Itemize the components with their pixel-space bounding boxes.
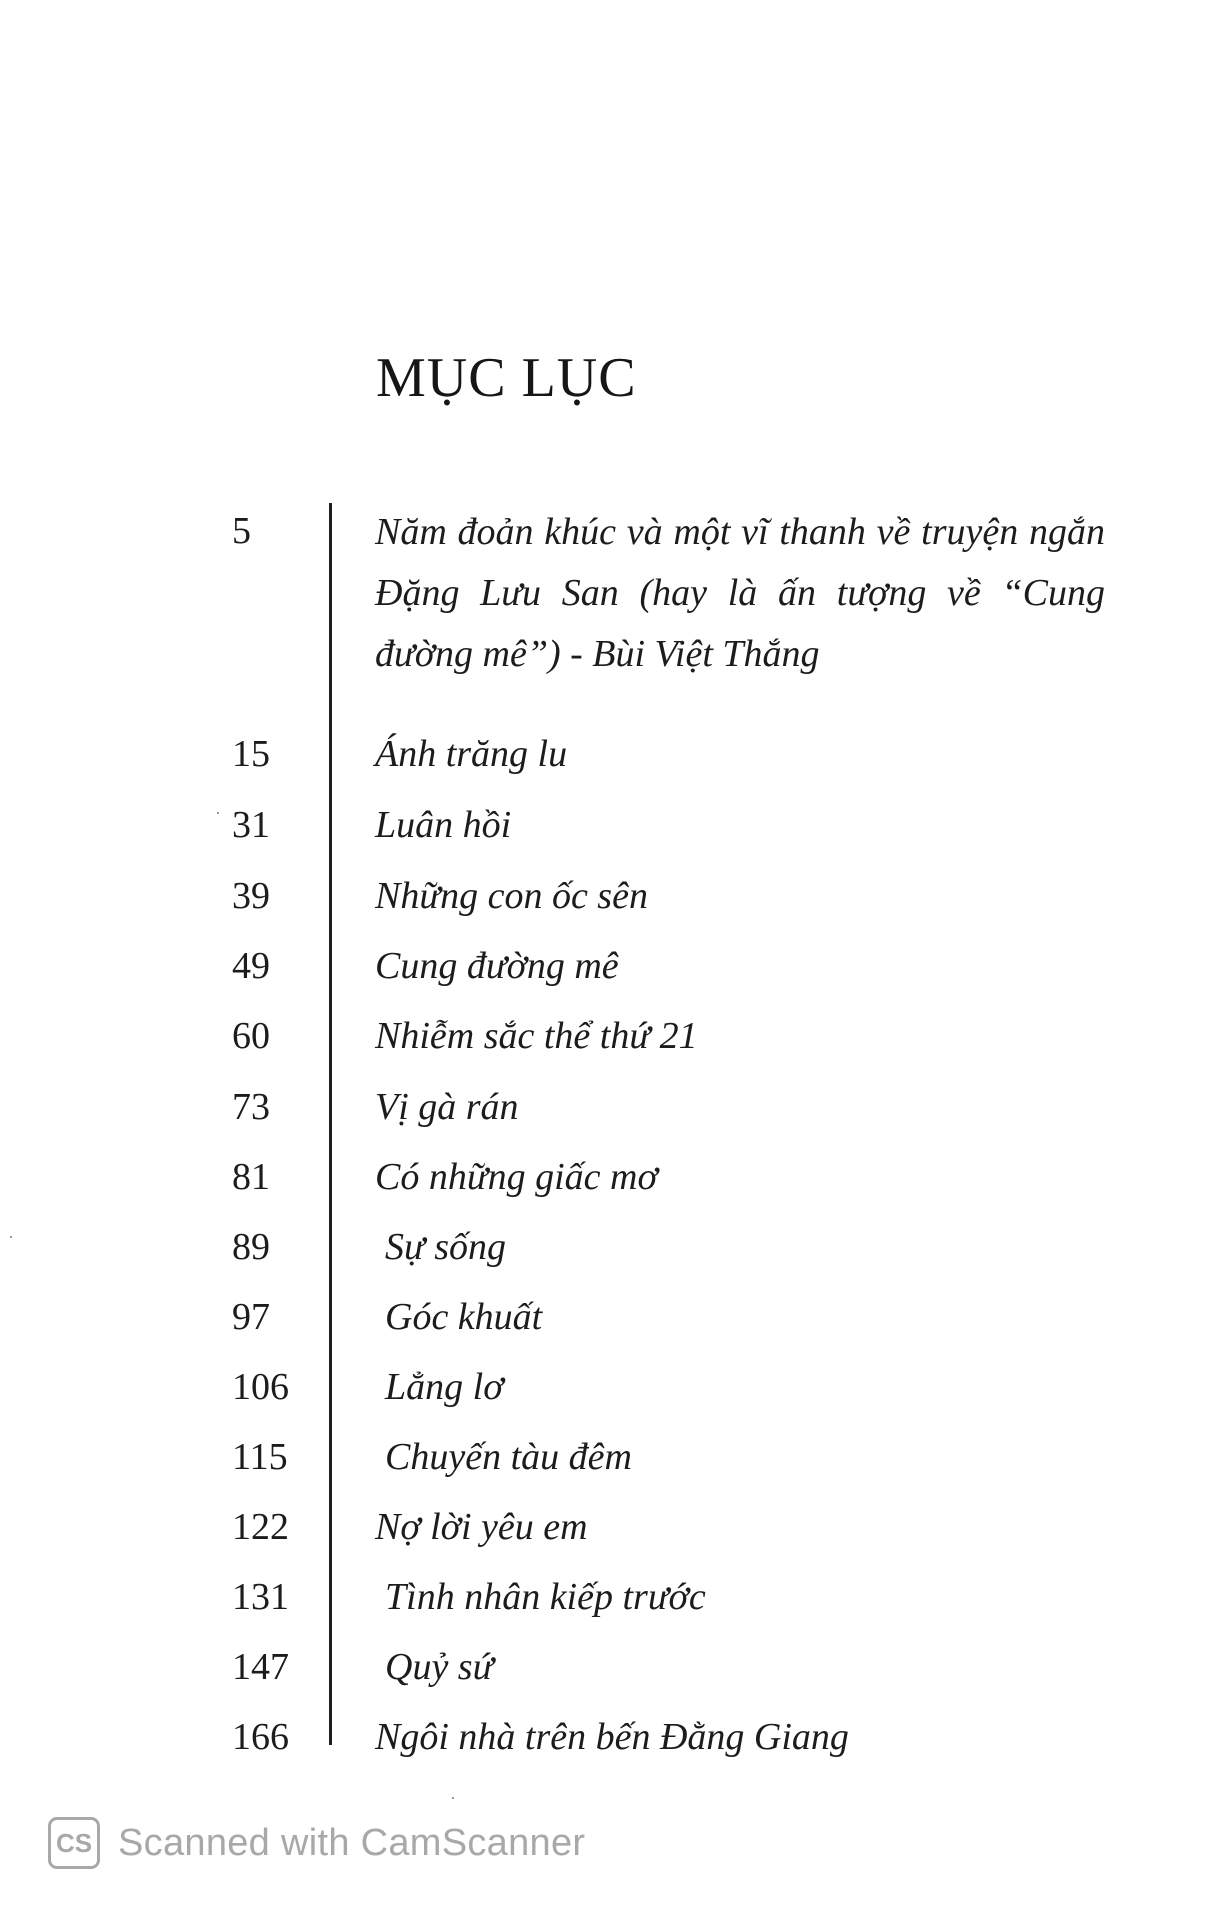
toc-page-number: 147 — [232, 1646, 289, 1688]
toc-entry-title: Ánh trăng lu — [375, 733, 568, 775]
toc-page-number: 89 — [232, 1226, 270, 1268]
toc-page-number: 81 — [232, 1156, 270, 1198]
toc-entry-title: Luân hồi — [375, 804, 512, 846]
column-divider — [329, 503, 332, 1745]
toc-entry-title: Quỷ sứ — [385, 1646, 494, 1688]
toc-page-number: 31 — [232, 804, 270, 846]
toc-entry-title: Nợ lời yêu em — [375, 1506, 588, 1548]
toc-entry-title: Có những giấc mơ — [375, 1156, 658, 1198]
toc-page-number: 60 — [232, 1015, 270, 1057]
toc-page-number: 115 — [232, 1436, 288, 1478]
toc-entry-title: Nhiễm sắc thể thứ 21 — [375, 1015, 698, 1057]
toc-page-number: 15 — [232, 733, 270, 775]
toc-entry-title: Góc khuất — [385, 1296, 543, 1338]
toc-entry-title: Chuyến tàu đêm — [385, 1436, 632, 1478]
scan-speck — [10, 1236, 12, 1238]
toc-entry-title: Cung đường mê — [375, 945, 619, 987]
toc-page-number: 131 — [232, 1576, 289, 1618]
toc-entry-title: Sự sống — [385, 1226, 507, 1268]
scan-speck — [452, 1797, 454, 1799]
camscanner-watermark — [48, 1815, 585, 1871]
toc-entry-title: Tình nhân kiếp trước — [385, 1576, 706, 1618]
toc-page-number: 49 — [232, 945, 270, 987]
toc-page-number: 73 — [232, 1086, 270, 1128]
toc-page-number: 106 — [232, 1366, 289, 1408]
watermark-text: Scanned with CamScanner — [118, 1821, 586, 1864]
page-title: MỤC LỤC — [376, 347, 637, 409]
toc-entry-title: Năm đoản khúc và một vĩ thanh về truyện ngắn Đặng Lưu San (hay là ấn tượng về “Cung đường mê”) - Bùi Việt Thắng — [375, 511, 1105, 675]
toc-entry-title: Ngôi nhà trên bến Đằng Giang — [375, 1716, 849, 1758]
toc-page-number: 39 — [232, 875, 270, 917]
toc-entry-title: Lẳng lơ — [385, 1366, 504, 1408]
toc-page-number: 97 — [232, 1296, 270, 1338]
toc-page-number: 166 — [232, 1716, 289, 1758]
toc-page-number: 122 — [232, 1506, 289, 1548]
toc-entry-title: Những con ốc sên — [375, 875, 648, 917]
scan-speck — [217, 812, 219, 814]
toc-entry-title: Vị gà rán — [375, 1086, 519, 1128]
camscanner-logo-icon: CS — [48, 1817, 100, 1869]
toc-page-number: 5 — [232, 510, 251, 552]
